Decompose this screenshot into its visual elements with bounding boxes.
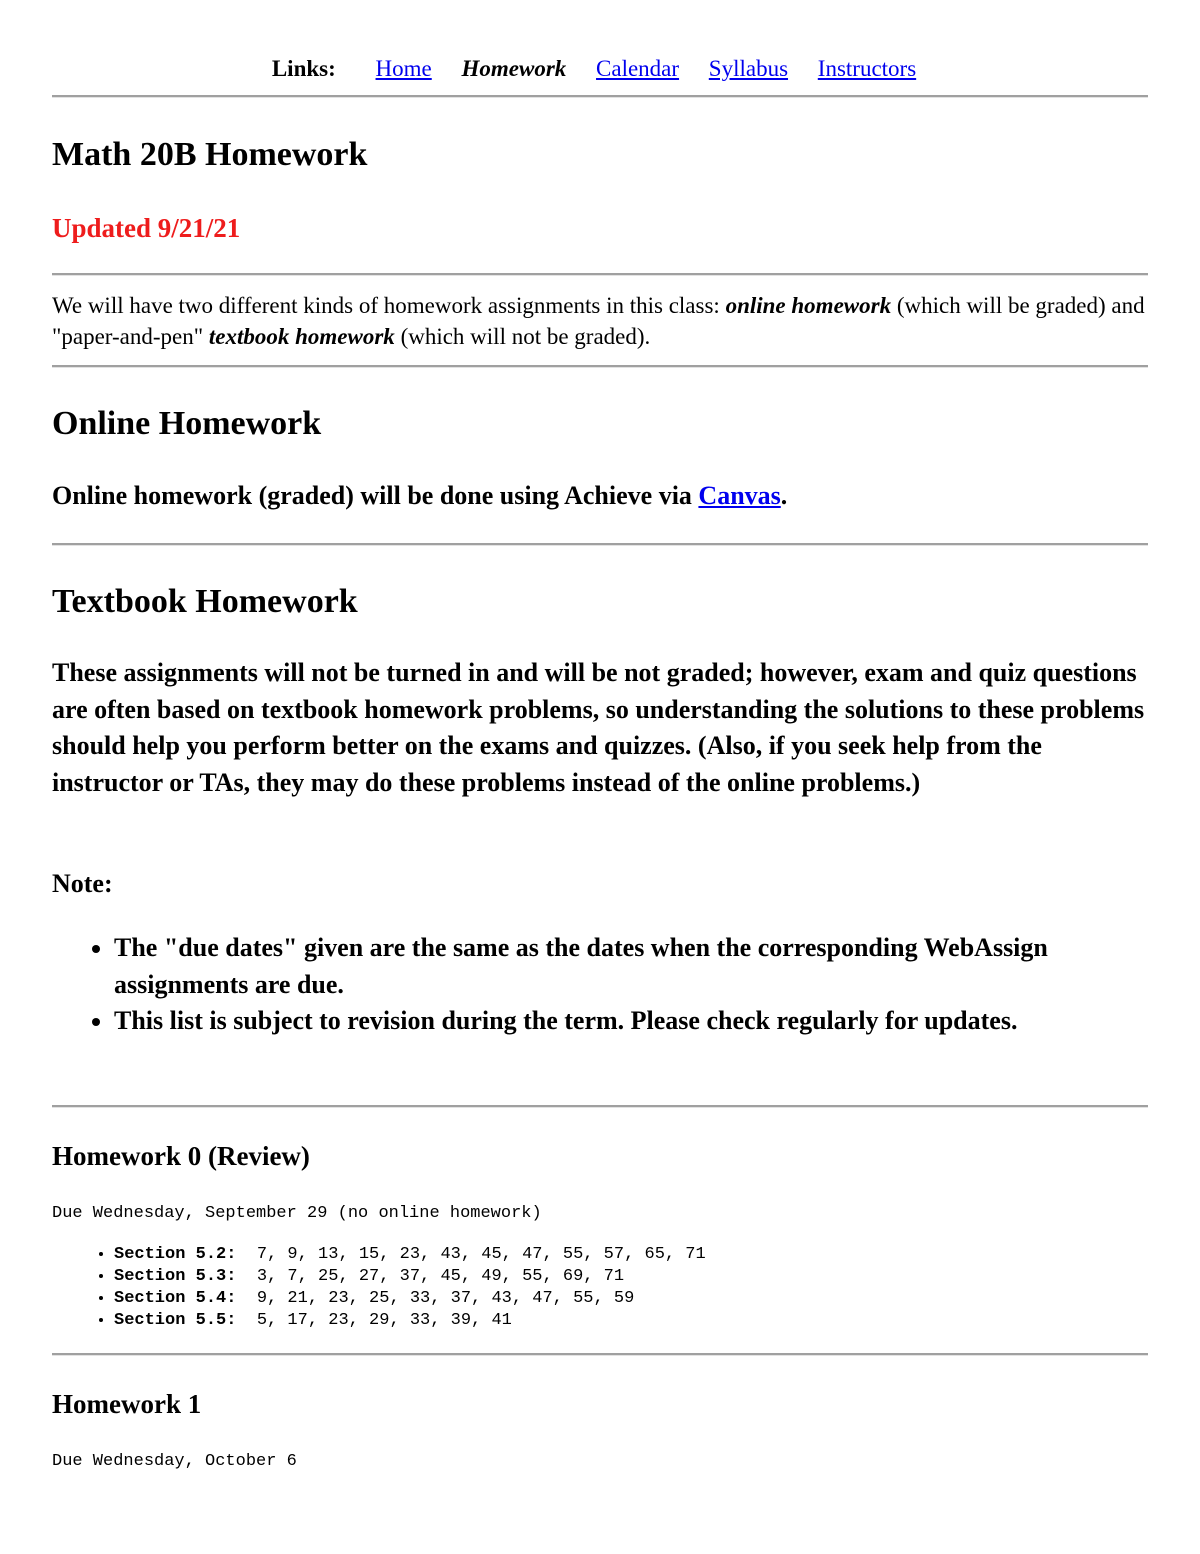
online-homework-heading: Online Homework [52, 405, 322, 442]
homework-0-due: Due Wednesday, September 29 (no online homework) [52, 1204, 542, 1223]
intro-text-2: (which will be graded) and "paper-and-pen" [52, 293, 1145, 349]
list-item [114, 1288, 1200, 1310]
textbook-homework-text: These assignments will not be turned in and will be not graded; however, exam and quiz questions are often based on textbook homework problems, so understanding the solutions to these problems should help you perform better on the exams and quizzes. (Also, if you seek help from the instructor or TAs, they may do these problems instead of the online problems.) [52, 658, 1145, 797]
intro-paragraph [52, 290, 1148, 352]
page-title: Math 20B Homework [52, 136, 368, 173]
nav-bar [52, 54, 1148, 84]
section-label: Section 5.2: [114, 1245, 237, 1264]
nav-label: Links: [271, 56, 336, 81]
section-label: Section 5.4: [114, 1289, 237, 1308]
intro-textbook-emphasis: textbook homework [208, 324, 395, 349]
homework-0-sections [52, 1244, 1200, 1332]
section-problems: 7, 9, 13, 15, 23, 43, 45, 47, 55, 57, 65, 71 [236, 1245, 706, 1264]
homework-0-heading: Homework 0 (Review) [52, 1141, 310, 1171]
intro-online-emphasis: online homework [725, 293, 892, 318]
divider [52, 95, 1148, 98]
section-problems: 9, 21, 23, 25, 33, 37, 43, 47, 55, 59 [236, 1289, 635, 1308]
online-text-before: Online homework (graded) will be done using Achieve via [52, 481, 699, 510]
divider [52, 543, 1148, 546]
homework-1-heading: Homework 1 [52, 1389, 202, 1419]
nav-link-syllabus[interactable]: Syllabus [708, 56, 789, 81]
canvas-link[interactable]: Canvas [698, 481, 781, 510]
section-problems: 3, 7, 25, 27, 37, 45, 49, 55, 69, 71 [236, 1267, 625, 1286]
divider [52, 365, 1148, 368]
section-label: Section 5.5: [114, 1311, 237, 1330]
divider [52, 1353, 1148, 1356]
section-label: Section 5.3: [114, 1267, 237, 1286]
textbook-homework-heading: Textbook Homework [52, 583, 358, 620]
list-item: • This list is subject to revision during the term. Please check regularly for updates. [114, 1003, 1114, 1040]
homework-1-due: Due Wednesday, October 6 [52, 1452, 297, 1471]
list-item: • The "due dates" given are the same as the dates when the corresponding WebAssign assignments are due. [114, 930, 1114, 1003]
list-item [114, 1266, 1200, 1288]
intro-text-3: (which will not be graded). [394, 324, 651, 349]
nav-link-home[interactable]: Home [375, 56, 432, 81]
divider [52, 1105, 1148, 1108]
nav-link-instructors[interactable]: Instructors [817, 56, 917, 81]
list-item [114, 1244, 1200, 1266]
nav-current-homework: Homework [461, 56, 567, 81]
note-label: Note: [52, 869, 113, 898]
intro-text-1: We will have two different kinds of homework assignments in this class: [52, 293, 726, 318]
section-problems: 5, 17, 23, 29, 33, 39, 41 [236, 1311, 512, 1330]
online-homework-text [52, 478, 1148, 514]
online-text-after: . [780, 481, 788, 510]
list-item [114, 1310, 1200, 1332]
notes-list [52, 930, 1114, 1040]
divider [52, 273, 1148, 276]
updated-date: Updated 9/21/21 [52, 213, 241, 243]
nav-link-calendar[interactable]: Calendar [596, 56, 680, 81]
